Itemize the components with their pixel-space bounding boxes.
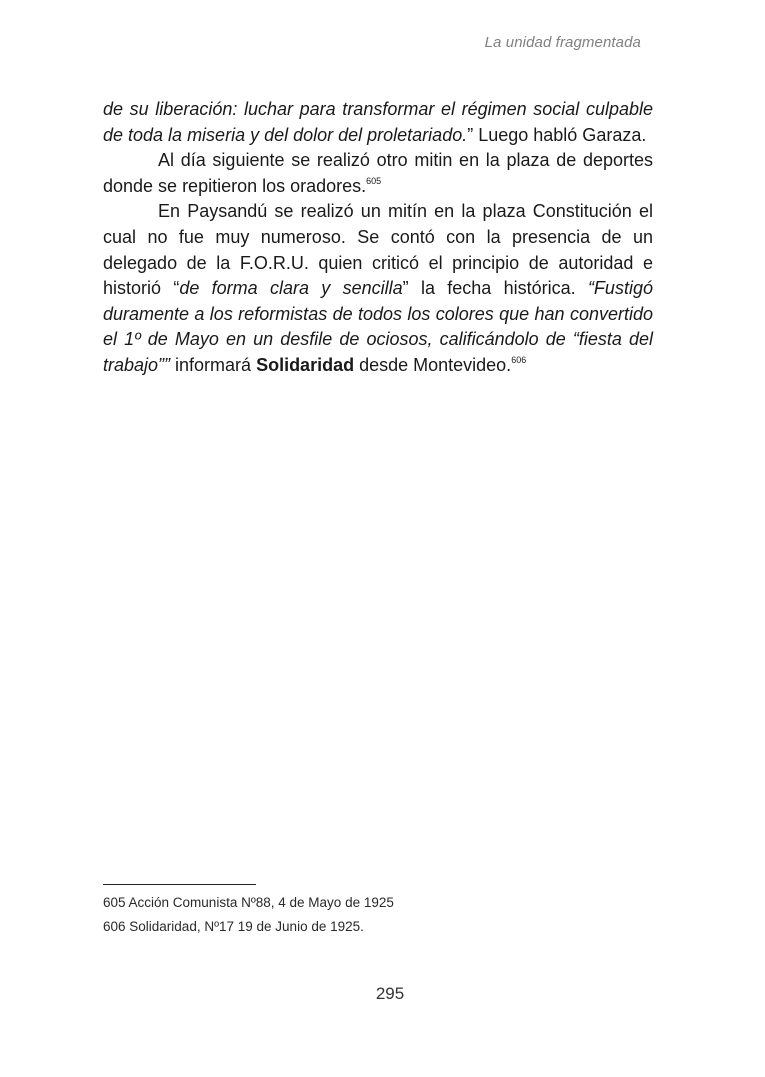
- quote-continuation: de su liberación: luchar para transformar el régimen social culpable de toda la miseria y del dolor del proletariado.: [103, 99, 653, 145]
- paragraph-3-text-c: informará: [170, 354, 257, 375]
- body-text: [103, 97, 653, 379]
- paragraph-3-text-b: ” la fecha histórica.: [402, 278, 588, 299]
- running-header: La unidad fragmentada: [484, 34, 641, 51]
- footnote-605: 605 Acción Comunista Nº88, 4 de Mayo de 1925: [103, 895, 394, 910]
- paragraph-1-tail: ” Luego habló Garaza.: [467, 124, 647, 145]
- paragraph-2-text: Al día siguiente se realizó otro mitin en la plaza de deportes donde se repitieron los oradores.: [103, 150, 653, 196]
- footnote-606: 606 Solidaridad, Nº17 19 de Junio de 1925.: [103, 919, 364, 934]
- paragraph-2: [103, 148, 653, 199]
- footnote-separator: [103, 884, 256, 885]
- footnote-ref-606[interactable]: 606: [511, 354, 527, 365]
- paragraph-3-quote: “Fustigó duramente a los reformistas de todos los colores que han convertido el 1º de Mayo en un desfile de ociosos, calificándolo de “fiesta del trabajo””: [103, 278, 653, 375]
- footnotes: [103, 891, 653, 939]
- paragraph-1: [103, 97, 653, 148]
- footnote-ref-605[interactable]: 605: [366, 175, 382, 186]
- paragraph-3: [103, 199, 653, 378]
- newspaper-title: Solidaridad: [256, 354, 355, 375]
- paragraph-3-text-d: desde Montevideo.: [354, 354, 512, 375]
- paragraph-3-italic-a: de forma clara y sencilla: [179, 278, 403, 299]
- page-number: 295: [375, 984, 405, 1003]
- paragraph-3-text-a: En Paysandú se realizó un mitín en la plaza Constitución el cual no fue muy numeroso. Se contó con la presencia de un delegado de la F.O.R.U. quien criticó el principio de autoridad e historió “: [103, 201, 653, 299]
